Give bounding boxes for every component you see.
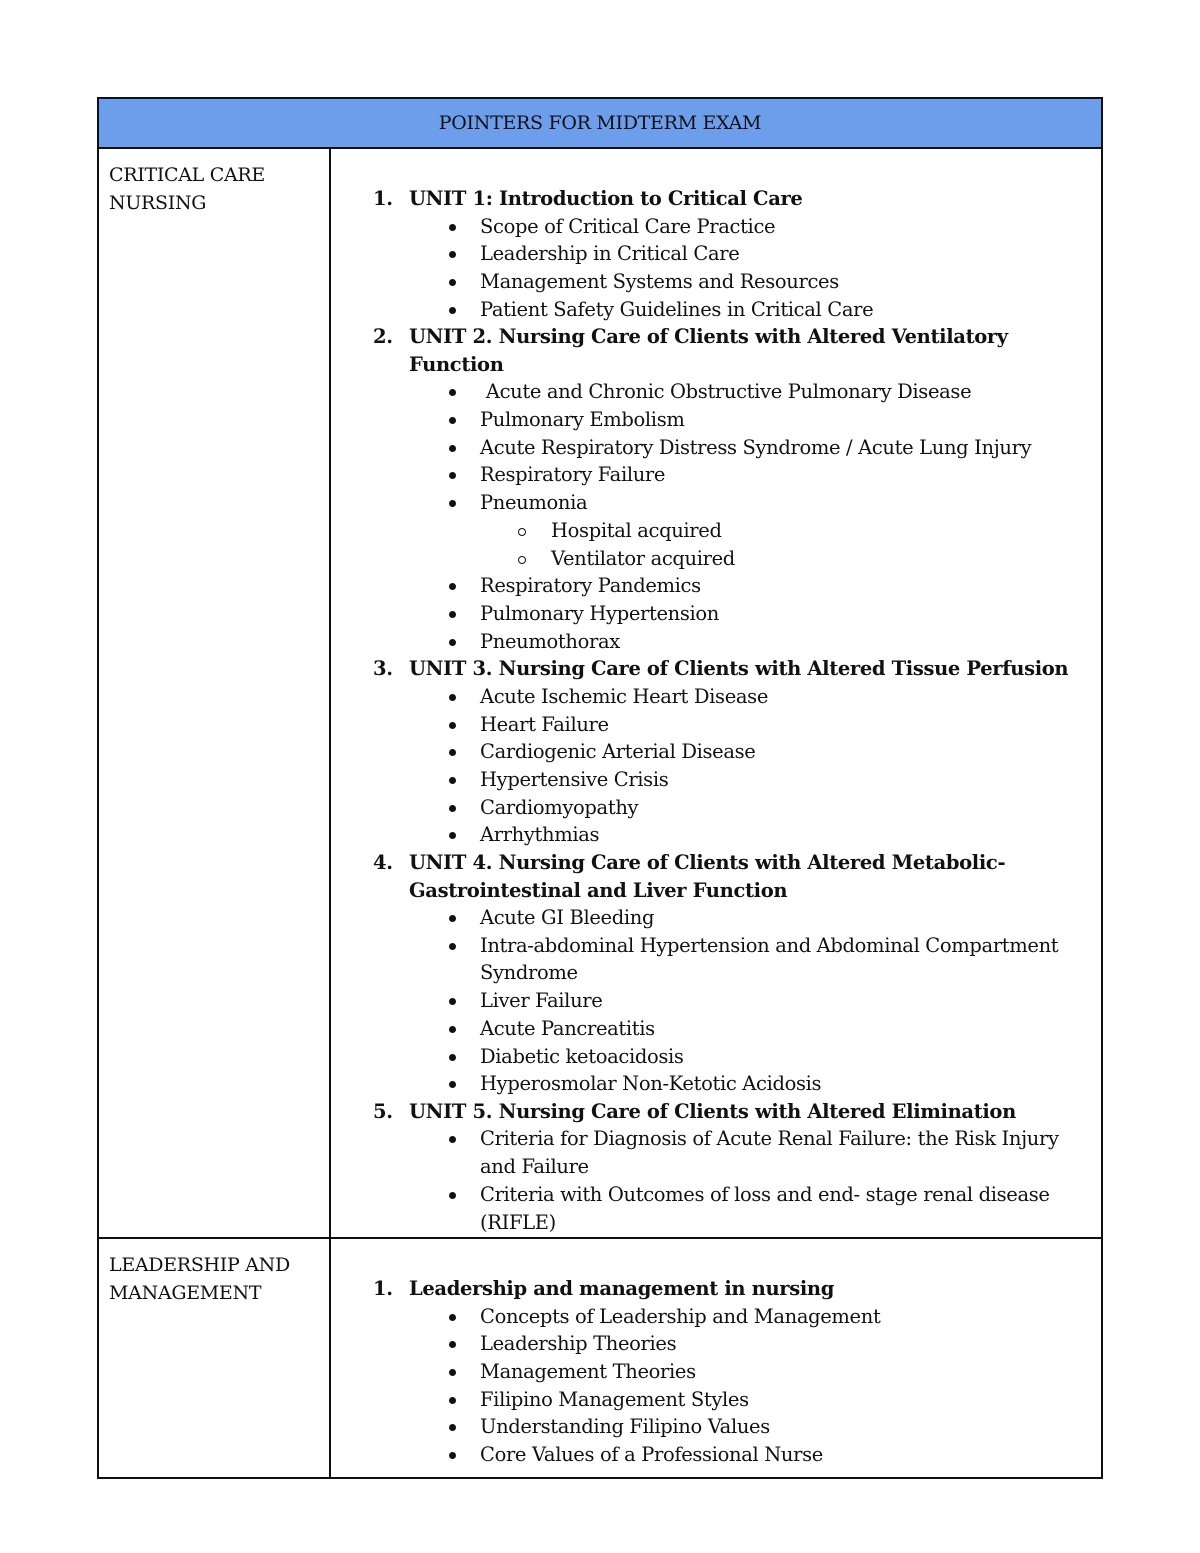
bullet-icon <box>449 500 456 507</box>
list-item <box>331 1413 1101 1441</box>
list-item <box>331 1015 1101 1043</box>
bullet-icon <box>449 1081 456 1088</box>
list-item <box>331 296 1101 324</box>
list-item <box>331 1125 1101 1180</box>
list-item <box>331 1181 1101 1236</box>
unit-title: UNIT 4. Nursing Care of Clients with Altered Metabolic-Gastrointestinal and Liver Function <box>409 851 1006 902</box>
topic-text: Acute Ischemic Heart Disease <box>480 684 769 708</box>
bullet-icon <box>449 943 456 950</box>
bullet-icon <box>449 417 456 424</box>
bullet-icon <box>449 1424 456 1431</box>
bullet-icon <box>449 1369 456 1376</box>
bullet-icon <box>449 251 456 258</box>
list-item <box>331 378 1101 406</box>
section-row-critical-care <box>99 149 1101 1239</box>
unit-title: UNIT 3. Nursing Care of Clients with Altered Tissue Perfusion <box>409 657 1069 681</box>
topic-text: Scope of Critical Care Practice <box>480 214 776 238</box>
list-item <box>331 794 1101 822</box>
pointers-table <box>97 97 1103 1479</box>
bullet-icon <box>449 832 456 839</box>
topic-text: Acute and Chronic Obstructive Pulmonary Disease <box>480 380 972 404</box>
topic-text: Cardiogenic Arterial Disease <box>480 740 756 764</box>
topic-text: Respiratory Pandemics <box>480 574 701 598</box>
topic-text: Pulmonary Hypertension <box>480 601 720 625</box>
topic-text: Acute Pancreatitis <box>480 1016 655 1040</box>
topic-text: Acute Respiratory Distress Syndrome / Acute Lung Injury <box>480 435 1032 459</box>
topic-text: Hyperosmolar Non-Ketotic Acidosis <box>480 1072 822 1096</box>
unit-title: UNIT 5. Nursing Care of Clients with Altered Elimination <box>409 1099 1016 1123</box>
bullet-icon <box>449 224 456 231</box>
topic-text: Core Values of a Professional Nurse <box>480 1443 823 1467</box>
list-item <box>331 434 1101 462</box>
list-item <box>331 766 1101 794</box>
bullet-icon <box>449 583 456 590</box>
section-row-leadership <box>99 1239 1101 1477</box>
unit-number: 3. <box>373 657 393 681</box>
sub-topic-text: Hospital acquired <box>551 518 722 542</box>
list-item <box>331 738 1101 766</box>
unit-heading <box>331 849 1101 904</box>
unit-heading <box>331 1098 1101 1126</box>
list-item <box>331 1441 1101 1469</box>
topic-text: Heart Failure <box>480 712 609 736</box>
bullet-icon <box>449 1136 456 1143</box>
subject-line: CRITICAL CARE <box>109 164 265 186</box>
hollow-bullet-icon <box>518 528 526 536</box>
list-item <box>331 1330 1101 1358</box>
unit-title: UNIT 1: Introduction to Critical Care <box>409 187 803 210</box>
list-item <box>331 406 1101 434</box>
topic-text: Criteria for Diagnosis of Acute Renal Failure: the Risk Injury and Failure <box>480 1127 1065 1179</box>
topic-text: Management Systems and Resources <box>480 269 839 293</box>
bullet-icon <box>449 1341 456 1348</box>
unit-number: 2. <box>373 325 393 349</box>
topics-cell <box>331 1239 1101 1513</box>
bullet-icon <box>449 998 456 1005</box>
unit-number: 5. <box>373 1099 393 1123</box>
topic-text: Patient Safety Guidelines in Critical Care <box>480 297 874 321</box>
subject-line: NURSING <box>109 192 207 214</box>
bullet-icon <box>449 611 456 618</box>
topic-text: Pneumothorax <box>480 629 620 653</box>
bullet-icon <box>449 805 456 812</box>
sub-topic-text: Ventilator acquired <box>551 546 735 570</box>
bullet-icon <box>449 389 456 396</box>
unit-heading <box>331 323 1101 378</box>
unit-heading <box>331 1275 1101 1303</box>
topic-text: Pulmonary Embolism <box>480 408 685 432</box>
list-item <box>331 1386 1101 1414</box>
list-item <box>331 572 1101 600</box>
topic-text: Hypertensive Crisis <box>480 767 669 791</box>
topic-text: Acute GI Bleeding <box>480 906 655 930</box>
list-item <box>331 1070 1101 1098</box>
unit-number: 1. <box>373 1277 393 1300</box>
list-item <box>331 600 1101 628</box>
table-header <box>99 99 1101 149</box>
unit-title: Leadership and management in nursing <box>409 1277 835 1300</box>
unit-heading <box>331 655 1101 683</box>
topic-text: Cardiomyopathy <box>480 795 639 819</box>
bullet-icon <box>449 722 456 729</box>
list-item <box>331 268 1101 296</box>
bullet-icon <box>449 777 456 784</box>
list-item <box>331 461 1101 489</box>
topic-text: Criteria with Outcomes of loss and end- stage renal disease (RIFLE) <box>480 1182 1056 1234</box>
bullet-icon <box>449 639 456 646</box>
bullet-icon <box>449 1054 456 1061</box>
list-item <box>331 711 1101 739</box>
topic-text: Understanding Filipino Values <box>480 1415 770 1439</box>
bullet-icon <box>449 1397 456 1404</box>
unit-title: UNIT 2. Nursing Care of Clients with Altered Ventilatory Function <box>409 325 1008 376</box>
list-item <box>331 1358 1101 1386</box>
topic-text: Management Theories <box>480 1359 696 1383</box>
unit-heading <box>331 185 1101 213</box>
bullet-icon <box>449 1314 456 1321</box>
sub-list-item <box>331 545 1101 573</box>
list-item <box>331 987 1101 1015</box>
subject-line: LEADERSHIP AND <box>109 1254 290 1276</box>
bullet-icon <box>449 1452 456 1459</box>
list-item <box>331 1043 1101 1071</box>
topic-text: Diabetic ketoacidosis <box>480 1044 684 1068</box>
list-item <box>331 213 1101 241</box>
topic-text: Leadership in Critical Care <box>480 242 740 266</box>
topics-cell <box>331 149 1101 1273</box>
bullet-icon <box>449 694 456 701</box>
unit-number: 4. <box>373 851 393 875</box>
topic-text: Intra-abdominal Hypertension and Abdominal Compartment Syndrome <box>480 933 1065 985</box>
table-title: POINTERS FOR MIDTERM EXAM <box>438 112 762 134</box>
list-item <box>331 1303 1101 1331</box>
bullet-icon <box>449 1192 456 1199</box>
sub-list-item <box>331 517 1101 545</box>
bullet-icon <box>449 1026 456 1033</box>
topic-text: Pneumonia <box>480 491 588 515</box>
topic-text: Concepts of Leadership and Management <box>480 1304 881 1328</box>
list-item <box>331 489 1101 517</box>
topic-text: Arrhythmias <box>480 823 600 847</box>
bullet-icon <box>449 445 456 452</box>
topic-text: Filipino Management Styles <box>480 1387 749 1411</box>
list-item <box>331 628 1101 656</box>
unit-number: 1. <box>373 187 393 210</box>
subject-cell <box>99 1239 331 1477</box>
list-item <box>331 240 1101 268</box>
list-item <box>331 821 1101 849</box>
bullet-icon <box>449 472 456 479</box>
bullet-icon <box>449 749 456 756</box>
subject-cell <box>99 149 331 1237</box>
list-item <box>331 683 1101 711</box>
subject-line: MANAGEMENT <box>109 1282 262 1304</box>
bullet-icon <box>449 915 456 922</box>
topic-text: Liver Failure <box>480 989 603 1013</box>
topic-text: Respiratory Failure <box>480 463 666 487</box>
list-item <box>331 932 1101 987</box>
list-item <box>331 904 1101 932</box>
bullet-icon <box>449 307 456 314</box>
hollow-bullet-icon <box>518 556 526 564</box>
topic-text: Leadership Theories <box>480 1332 677 1356</box>
bullet-icon <box>449 279 456 286</box>
